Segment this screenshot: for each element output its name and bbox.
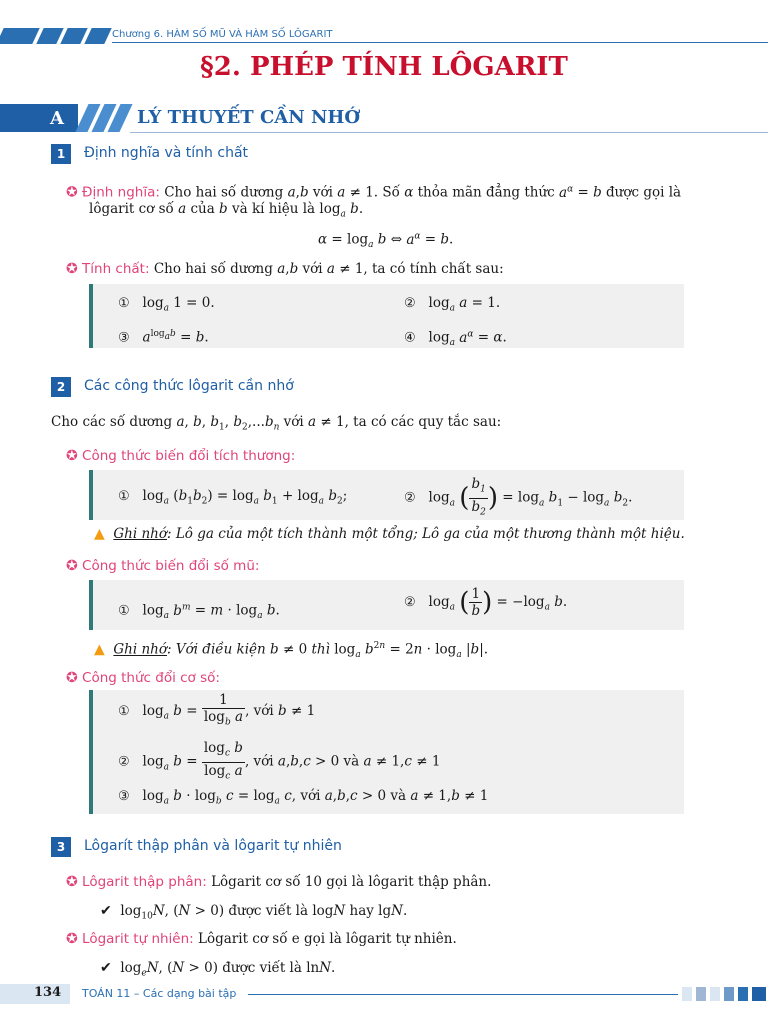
note-label: Ghi nhớ <box>113 526 167 542</box>
page-number: 134 <box>34 985 62 1000</box>
gear-icon: ✪ <box>66 558 78 574</box>
intro-text: Cho các số dương <box>51 414 177 430</box>
base-change-1: ① $\log_a b$ = $\frac{1}{\log_b a}$ , với b ≠ 1 <box>118 692 316 728</box>
exponent-rule-heading <box>66 556 259 576</box>
property-text: Cho hai số dương <box>149 261 278 277</box>
decimal-log-text: Lôgarit cơ số 10 gọi là lôgarit thập phân. <box>206 874 492 890</box>
page-title: §2. PHÉP TÍNH LÔGARIT <box>200 52 568 82</box>
gear-icon: ✪ <box>66 448 78 464</box>
section-a-letter: A <box>50 108 64 129</box>
base-change-heading <box>66 668 220 688</box>
definition-text-2: lôgarit cơ số <box>89 201 179 217</box>
note-label: Ghi nhớ <box>113 641 167 658</box>
chapter-rule <box>112 42 768 43</box>
section-2-badge: 2 <box>51 377 71 397</box>
section-2-intro: Cho các số dương a, b, $b_1$, $b_2,...b_n$ với a ≠ 1, ta có các quy tắc sau: <box>51 414 502 433</box>
definition-line2: lôgarit cơ số a của b và kí hiệu là $\log_a b$. <box>89 201 364 220</box>
warning-icon: ▲ <box>94 526 105 542</box>
gear-icon: ✪ <box>66 931 78 947</box>
note-1 <box>94 524 685 544</box>
product-rule-1: ① $\log_a (b_1b_2) = \log_a b_1 + \log_a b_2$; <box>118 488 348 507</box>
base-change-label: Công thức đổi cơ số: <box>82 670 220 686</box>
section-a-badge <box>0 104 78 132</box>
section-3-badge: 3 <box>51 837 71 857</box>
note-2: ▲ Ghi nhớ: Với điều kiện b ≠ 0 thì $\log_a b^{2n} = 2n \cdot \log_a |b|$. <box>94 641 489 661</box>
decimal-log-note: ✔ $\log_{10}N$, (N > 0) được viết là logN hay lgN. <box>100 903 408 922</box>
base-change-2: ② $\log_a b$ = $\frac{\log_c b}{\log_c a}$ , với a,b,c > 0 và a ≠ 1,c ≠ 1 <box>118 740 441 782</box>
property-block: ✪ Tính chất: Cho hai số dương a,b với a ≠ 1, ta có tính chất sau: <box>66 261 504 277</box>
section-a-rule <box>130 132 768 133</box>
check-icon: ✔ <box>100 903 112 919</box>
natural-log-label: Lôgarit tự nhiên: <box>82 931 194 947</box>
property-3: ③ $a^{log_ab} = b$. <box>118 329 209 346</box>
base-change-3: ③ $\log_a b \cdot \log_b c = \log_a c$, với a,b,c > 0 và a ≠ 1,b ≠ 1 <box>118 788 489 807</box>
exponent-rule-label: Công thức biến đổi số mũ: <box>82 558 260 574</box>
definition-text: Cho hai số dương <box>159 184 288 201</box>
gear-icon: ✪ <box>66 670 78 686</box>
footer-rule <box>248 994 678 995</box>
product-rule-heading <box>66 446 295 466</box>
exponent-rule-2: ② $\log_a$ ( $\frac{1}{b}$ ) = $-\log_a$ b. <box>404 586 568 619</box>
section-1-badge: 1 <box>51 144 71 164</box>
natural-log-block <box>66 929 457 949</box>
gear-icon: ✪ <box>66 184 78 201</box>
property-2: ② $\log_a a = 1$. <box>404 295 501 314</box>
natural-log-text: Lôgarit cơ số e gọi là lôgarit tự nhiên. <box>193 931 457 947</box>
footer-label: TOÁN 11 – Các dạng bài tập <box>82 987 237 1000</box>
gear-icon: ✪ <box>66 261 78 277</box>
definition-block: ✪ Định nghĩa: Cho hai số dương a,b với a ≠ 1. Số α thỏa mãn đẳng thức $a^\alpha = b$ được gọi là <box>66 184 682 201</box>
definition-formula: $\alpha = \log_a b$ ⇔ $a^\alpha = b$. <box>318 231 454 251</box>
exponent-rule-1: ① $\log_a b^m = m \cdot \log_a b$. <box>118 602 280 622</box>
decimal-log-label: Lôgarit thập phân: <box>82 874 207 890</box>
property-label: Tính chất: <box>82 261 150 277</box>
note-1-text: : Lô ga của một tích thành một tổng; Lô ga của một thương thành một hiệu. <box>166 526 685 542</box>
note-2-text: : Với điều kiện <box>166 641 271 658</box>
chapter-label: Chương 6. HÀM SỐ MŨ VÀ HÀM SỐ LÔGARIT <box>112 29 333 40</box>
section-1-title: Định nghĩa và tính chất <box>84 145 249 161</box>
section-a-title: LÝ THUYẾT CẦN NHỚ <box>137 107 361 128</box>
gear-icon: ✪ <box>66 874 78 890</box>
warning-icon: ▲ <box>94 641 105 658</box>
section-3-title: Lôgarít thập phân và lôgarit tự nhiên <box>84 838 342 854</box>
product-rule-label: Công thức biến đổi tích thương: <box>82 448 296 464</box>
quotient-rule: ② $\log_a$ ( $\frac{b_1}{b_2}$ ) = $\log_a b_1 - \log_a b_2$. <box>404 476 633 518</box>
section-2-title: Các công thức lôgarit cần nhớ <box>84 378 294 394</box>
property-1: ① $\log_a 1 = 0$. <box>118 295 215 314</box>
check-icon: ✔ <box>100 960 112 976</box>
property-4: ④ $\log_a a^\alpha = \alpha$. <box>404 329 507 349</box>
natural-log-note: ✔ $\log_eN$, (N > 0) được viết là lnN. <box>100 960 336 979</box>
decimal-log-block <box>66 872 491 892</box>
definition-label: Định nghĩa: <box>82 184 160 201</box>
chapter-stripes <box>0 28 110 44</box>
